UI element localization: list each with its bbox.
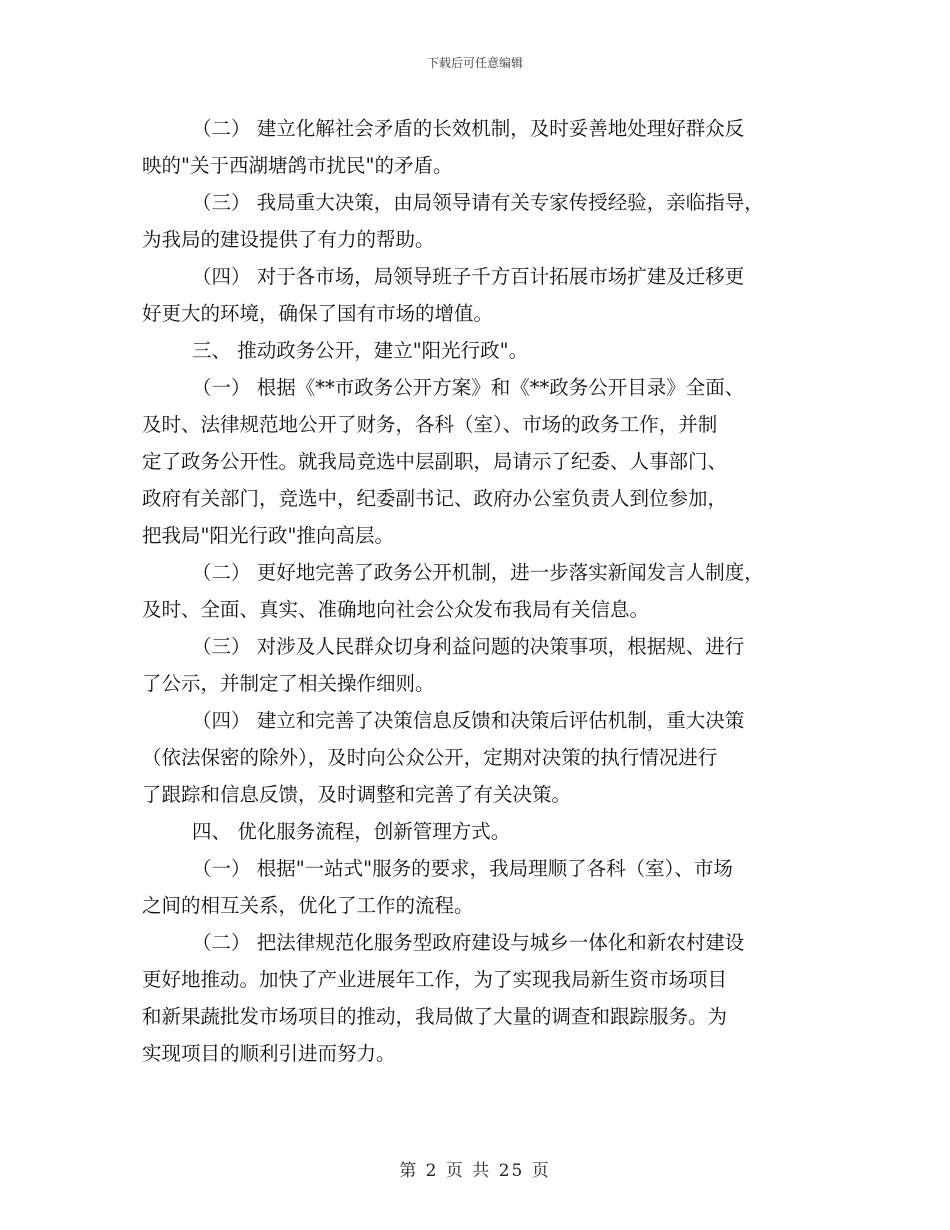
text-line: 实现项目的顺利引进而努力。	[142, 1042, 396, 1065]
text-line: 了公示，并制定了相关操作细则。	[142, 672, 435, 695]
text-line: 映的"关于西湖塘鸽市扰民"的矛盾。	[142, 154, 453, 177]
text-line: （二） 更好地完善了政务公开机制，进一步落实新闻发言人制度，	[192, 561, 764, 584]
text-line: （依法保密的除外），及时向公众公开，定期对决策的执行情况进行	[142, 746, 718, 769]
text-line: 把我局"阳光行政"推向高层。	[142, 524, 394, 547]
text-line: 为我局的建设提供了有力的帮助。	[142, 228, 435, 251]
text-line: 定了政务公开性。就我局竞选中层副职，局请示了纪委、人事部门、	[142, 450, 728, 473]
text-line: （一） 根据《**市政务公开方案》和《**政务公开目录》全面、	[192, 376, 745, 399]
text-line: （一） 根据"一站式"服务的要求，我局理顺了各科（室）、市场	[192, 857, 733, 880]
text-line: 更好地推动。加快了产业进展年工作，为了实现我局新生资市场项目	[142, 968, 728, 991]
text-line: 了跟踪和信息反馈，及时调整和完善了有关决策。	[142, 783, 572, 806]
text-line: （二） 建立化解社会矛盾的长效机制，及时妥善地处理好群众反	[192, 117, 745, 140]
text-line: 及时、法律规范地公开了财务，各科（室）、市场的政务工作，并制	[142, 413, 718, 436]
text-line: 四、 优化服务流程，创新管理方式。	[192, 820, 511, 843]
text-line: 政府有关部门，竞选中，纪委副书记、政府办公室负责人到位参加，	[142, 487, 728, 510]
page-header: 下载后可任意编辑	[426, 56, 523, 70]
text-line: 及时、全面、真实、准确地向社会公众发布我局有关信息。	[142, 598, 650, 621]
text-line: 三、 推动政务公开，建立"阳光行政"。	[192, 339, 529, 362]
page-number-footer: 第 2 页 共 25 页	[399, 1161, 551, 1181]
text-line: （三） 对涉及人民群众切身利益问题的决策事项，根据规、进行	[192, 635, 745, 658]
text-line: （四） 对于各市场，局领导班子千方百计拓展市场扩建及迁移更	[192, 265, 745, 288]
text-line: （二） 把法律规范化服务型政府建设与城乡一体化和新农村建设	[192, 931, 745, 954]
text-line: （三） 我局重大决策，由局领导请有关专家传授经验，亲临指导，	[192, 191, 764, 214]
text-line: 和新果蔬批发市场项目的推动，我局做了大量的调查和跟踪服务。为	[142, 1005, 728, 1028]
text-line: （四） 建立和完善了决策信息反馈和决策后评估机制，重大决策	[192, 709, 745, 732]
text-line: 之间的相互关系，优化了工作的流程。	[142, 894, 474, 917]
text-line: 好更大的环境，确保了国有市场的增值。	[142, 302, 494, 325]
document-body	[142, 110, 810, 1072]
